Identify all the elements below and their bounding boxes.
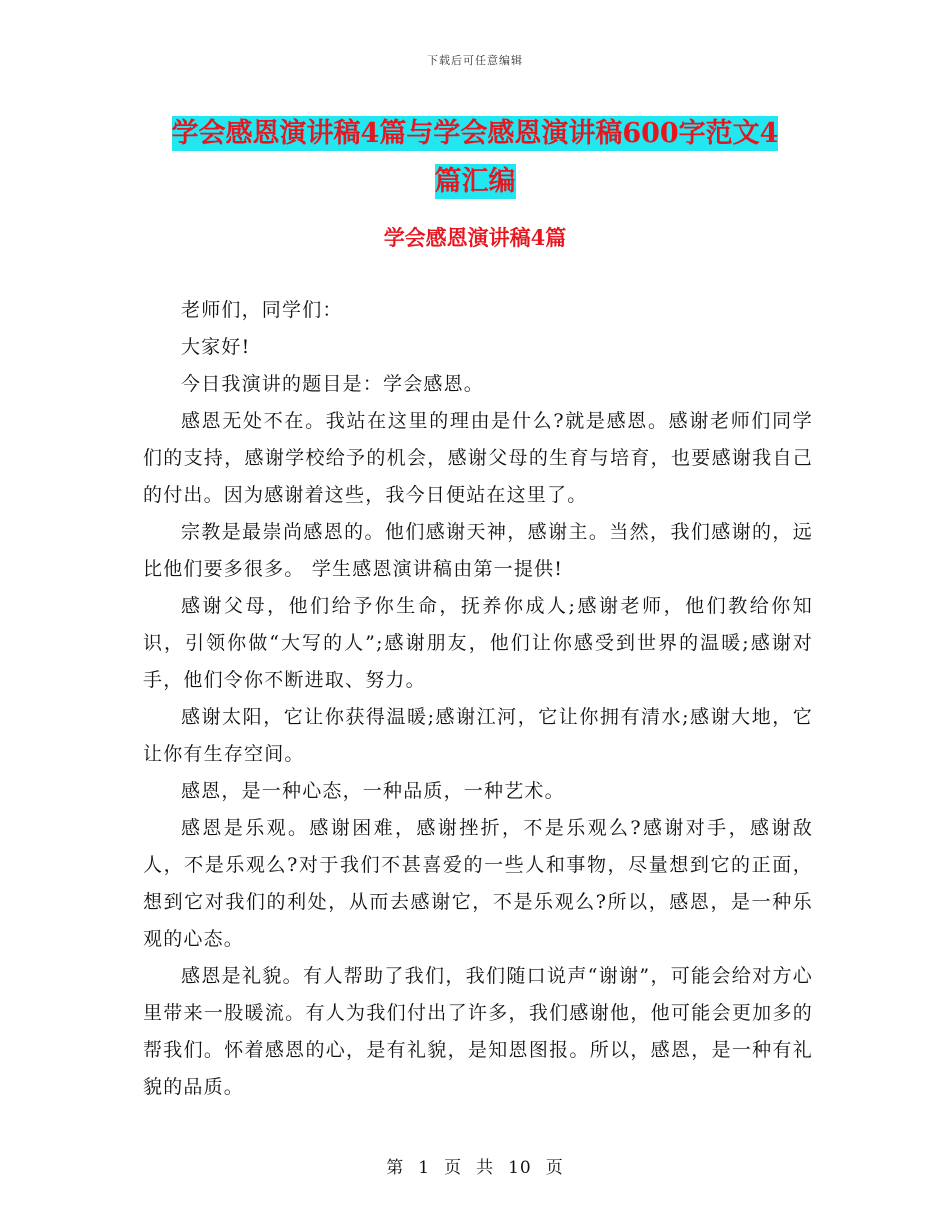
document-title-line-1: 学会感恩演讲稿4篇与学会感恩演讲稿600字范文4 [171,118,779,149]
page-number: 1 [418,1158,431,1178]
section-title: 学会感恩演讲稿4篇 [383,225,567,250]
paragraph: 感恩，是一种心态，一种品质，一种艺术。 [181,780,565,802]
page-label-prefix: 第 [386,1158,405,1178]
paragraph: 今日我演讲的题目是：学会感恩。 [181,373,485,395]
total-suffix: 页 [545,1158,564,1178]
paragraph: 感恩无处不在。我站在这里的理由是什么?就是感恩。感谢老师们同学们的支持，感谢学校给予的机会，感谢父母的生育与培育，也要感谢我自己的付出。因为感谢着这些，我今日便站在这里了。 [143,410,813,506]
paragraph: 大家好! [181,336,251,358]
paragraph: 感恩是礼貌。有人帮助了我们，我们随口说声“谢谢”，可能会给对方心里带来一股暖流。有人为我们付出了许多，我们感谢他，他可能会更加多的帮我们。怀着感恩的心，是有礼貌，是知恩图报。所以，感恩，是一种有礼貌的品质。 [143,965,813,1098]
page-label-mid: 页 [444,1158,463,1178]
header-note: 下载后可任意编辑 [427,54,523,67]
paragraph: 感谢父母，他们给予你生命，抚养你成人;感谢老师，他们教给你知识，引领你做“大写的人”;感谢朋友，他们让你感受到世界的温暖;感谢对手，他们令你不断进取、努力。 [143,595,813,691]
paragraph: 感恩是乐观。感谢困难，感谢挫折，不是乐观么?感谢对手，感谢敌人，不是乐观么?对于我们不甚喜爱的一些人和事物，尽量想到它的正面，想到它对我们的利处，从而去感谢它，不是乐观么?所以，感恩，是一种乐观的心态。 [143,817,813,950]
body-text [143,292,813,1106]
document-title-line-2: 篇汇编 [434,166,516,197]
document-title [0,110,950,206]
paragraph: 宗教是最崇尚感恩的。他们感谢天神，感谢主。当然，我们感谢的，远比他们要多很多。 学生感恩演讲稿由第一提供! [143,521,813,580]
page-footer [0,1153,950,1178]
paragraph: 老师们，同学们： [181,299,343,321]
total-label: 共 [476,1158,495,1178]
paragraph: 感谢太阳，它让你获得温暖;感谢江河，它让你拥有清水;感谢大地，它让你有生存空间。 [143,706,813,765]
total-pages: 10 [508,1158,532,1178]
